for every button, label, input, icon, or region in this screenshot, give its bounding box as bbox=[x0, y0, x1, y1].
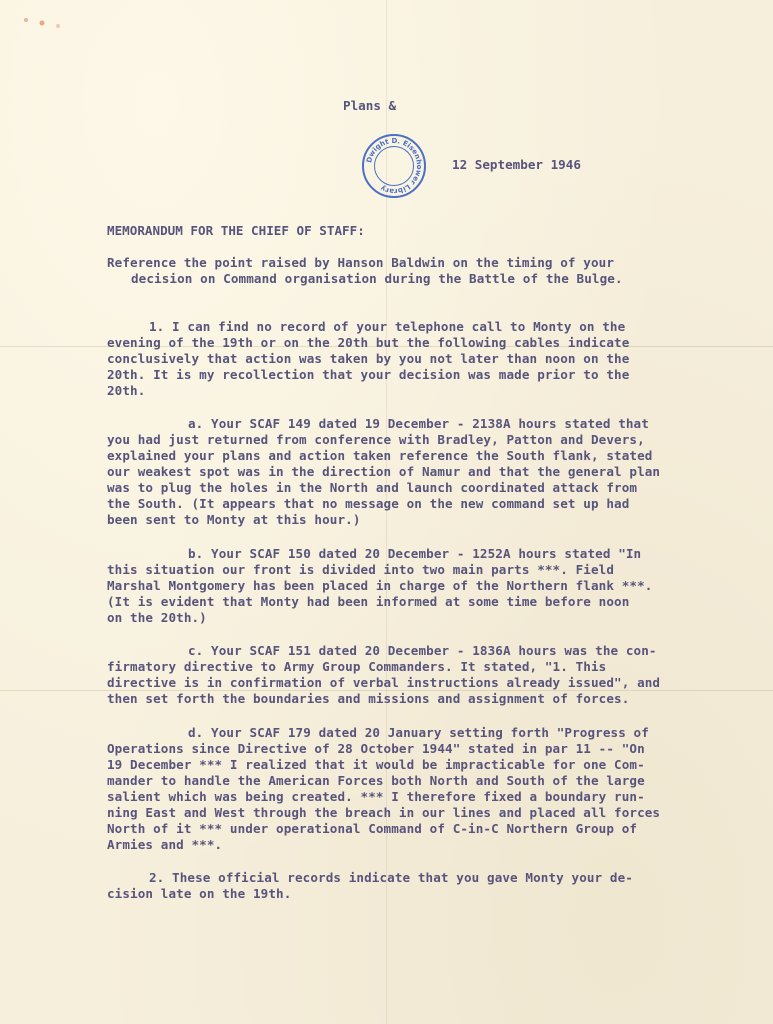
memo-recipient: MEMORANDUM FOR THE CHIEF OF STAFF: bbox=[107, 223, 365, 238]
text-line: Marshal Montgomery has been placed in charge of the Northern flank ***. bbox=[107, 578, 653, 593]
text-line: Armies and ***. bbox=[107, 837, 223, 852]
text-line: our weakest spot was in the direction of Namur and that the general plan bbox=[107, 464, 661, 479]
library-stamp bbox=[362, 134, 426, 198]
text-line: (It is evident that Monty had been informed at some time before noon bbox=[107, 594, 630, 609]
text-line: explained your plans and action taken reference the South flank, stated bbox=[107, 448, 653, 463]
text-line: on the 20th.) bbox=[107, 610, 207, 625]
text-line: you had just returned from conference with Bradley, Patton and Devers, bbox=[107, 432, 645, 447]
text-line: 2. These official records indicate that you gave Monty your de- bbox=[149, 870, 633, 885]
text-line: this situation our front is divided into two main parts ***. Field bbox=[107, 562, 615, 577]
text-line: ning East and West through the breach in our lines and placed all forces bbox=[107, 805, 661, 820]
text-line: salient which was being created. *** I therefore fixed a boundary run- bbox=[107, 789, 645, 804]
text-line: directive is in confirmation of verbal instructions already issued", and bbox=[107, 675, 661, 690]
text-line: firmatory directive to Army Group Commanders. It stated, "1. This bbox=[107, 659, 607, 674]
text-line: was to plug the holes in the North and launch coordinated attack from bbox=[107, 480, 638, 495]
text-line: then set forth the boundaries and missions and assignment of forces. bbox=[107, 691, 630, 706]
text-line: conclusively that action was taken by you not later than noon on the bbox=[107, 351, 630, 366]
text-line: 20th. bbox=[107, 383, 146, 398]
paper-stain bbox=[18, 14, 70, 34]
text-line: c. Your SCAF 151 dated 20 December - 1836A hours was the con- bbox=[188, 643, 657, 658]
text-line: b. Your SCAF 150 dated 20 December - 1252A hours stated "In bbox=[188, 546, 642, 561]
text-line: 1. I can find no record of your telephone call to Monty on the bbox=[149, 319, 626, 334]
memo-date: 12 September 1946 bbox=[452, 157, 581, 172]
text-line: a. Your SCAF 149 dated 19 December - 2138A hours stated that bbox=[188, 416, 649, 431]
text-line: 19 December *** I realized that it would be impracticable for one Com- bbox=[107, 757, 645, 772]
text-line: mander to handle the American Forces both North and South of the large bbox=[107, 773, 645, 788]
text-line: Reference the point raised by Hanson Baldwin on the timing of your bbox=[107, 255, 615, 270]
text-line: d. Your SCAF 179 dated 20 January setting forth "Progress of bbox=[188, 725, 649, 740]
svg-text:Dwight D. Eisenhower Library: Dwight D. Eisenhower Library bbox=[365, 136, 424, 196]
text-line: evening of the 19th or on the 20th but the following cables indicate bbox=[107, 335, 630, 350]
library-stamp-lettering bbox=[362, 134, 426, 198]
text-line: been sent to Monty at this hour.) bbox=[107, 512, 361, 527]
text-line: cision late on the 19th. bbox=[107, 886, 292, 901]
text-line: the South. (It appears that no message on the new command set up had bbox=[107, 496, 630, 511]
text-line: decision on Command organisation during the Battle of the Bulge. bbox=[131, 271, 623, 286]
memo-subject: Plans & bbox=[343, 98, 397, 113]
text-line: North of it *** under operational Command of C-in-C Northern Group of bbox=[107, 821, 638, 836]
text-line: Operations since Directive of 28 October 1944" stated in par 11 -- "On bbox=[107, 741, 645, 756]
text-line: 20th. It is my recollection that your decision was made prior to the bbox=[107, 367, 630, 382]
